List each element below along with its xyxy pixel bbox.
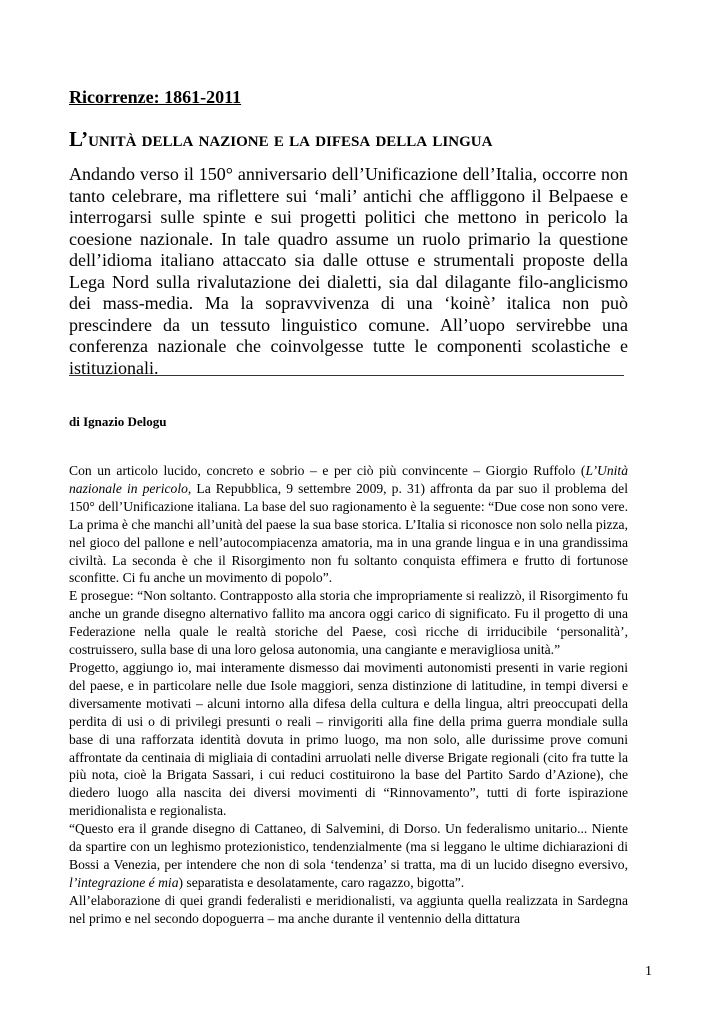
- p4-text-after: ) separatista e desolatamente, caro ragazzo, bigotta”.: [178, 874, 465, 890]
- page-number: 1: [645, 964, 652, 979]
- subtitle-rest: unità della nazione e la difesa della lingua: [88, 127, 493, 151]
- article-body: [69, 462, 628, 928]
- page-heading: Ricorrenze: 1861-2011: [69, 87, 242, 107]
- horizontal-divider: [69, 375, 624, 376]
- subtitle-lead: L’: [69, 127, 89, 151]
- body-paragraph-4: [69, 820, 628, 892]
- abstract-paragraph: Andando verso il 150° anniversario dell’Unificazione dell’Italia, occorre non tanto celebrare, ma riflettere sui ‘mali’ antichi che affliggono il Belpaese e interrogarsi sulle spinte e sui progetti politici che mettono in pericolo la coesione nazionale. In tale quadro assume un ruolo primario la questione dell’idioma italiano attaccato sia dalle ottuse e strumentali proposte della Lega Nord sulla rivalutazione dei dialetti, sia dal dilagante filo-anglicismo dei mass-media. Ma la sopravvivenza di una ‘koinè’ italica non può prescindere da un tessuto linguistico comune. All’uopo servirebbe una conferenza nazionale che coinvolgesse tutte le componenti scolastiche e istituzionali.: [69, 164, 628, 378]
- body-paragraph-5: All’elaborazione di quei grandi federalisti e meridionalisti, va aggiunta quella realizzata in Sardegna nel primo e nel secondo dopoguerra – ma anche durante il ventennio della dittatura: [69, 892, 628, 926]
- p4-italic-quote: l’integrazione é mia: [69, 874, 179, 890]
- p1-text-before: Con un articolo lucido, concreto e sobrio – e per ciò più convincente – Giorgio Ruffolo (: [69, 463, 586, 478]
- article-subtitle: [69, 127, 492, 152]
- p4-text-before: “Questo era il grande disegno di Cattaneo, di Salvemini, di Dorso. Un federalismo unitario... Niente da spartire con un leghismo protezionistico, tendenzialmente (ma si leggano le ultime dichiarazioni di Bossi a Venezia, per intendere che non di sola ‘tendenza’ si tratta, ma di un lucido disegno eversivo,: [69, 821, 628, 872]
- p1-article-title: L’Unità nazionale in pericolo: [69, 463, 628, 496]
- body-paragraph-1: [69, 462, 628, 587]
- body-paragraph-3: Progetto, aggiungo io, mai interamente dismesso dai movimenti autonomisti presenti in varie regioni del paese, e in particolare nelle due Isole maggiori, senza distinzione di latitudine, in tempi diversi e diversamente motivati – alcuni intorno alla difesa della cultura e della lingua, altri preoccupati della perdita di usi o di privilegi presunti o reali – rinvigoriti alla fine della prima guerra mondiale sulla base di una rafforzata identità dovuta in primo luogo, ma non solo, alle durissime prove comuni affrontate da centinaia di migliaia di contadini arruolati nelle diverse Brigate regionali (cito fra tutte la più nota, cioè la Brigata Sassari, i cui reduci costituirono la base del Partito Sardo d’Azione), che diedero luogo alla nascita dei diversi movimenti di “Rinnovamento”, tutti di forte ispirazione meridionalista e regionalista.: [69, 659, 628, 819]
- author-byline: di Ignazio Delogu: [69, 414, 167, 429]
- body-paragraph-2: E prosegue: “Non soltanto. Contrapposto alla storia che impropriamente si realizzò, il Risorgimento fu anche un grande disegno alternativo fallito ma ancora oggi carico di significato. Fu il progetto di una Federazione nella quale le realtà storiche del Paese, così ricche di irriducibile ‘personalità’, costruissero, sulla base di una loro gelosa autonomia, una cangiante e meravigliosa unità.”: [69, 588, 628, 658]
- p1-text-after: , La Repubblica, 9 settembre 2009, p. 31) affronta da par suo il problema del 150° dell’Unificazione italiana. La base del suo ragionamento è la seguente: “Due cose non sono vere. La prima è che manchi all’unità del paese la sua base storica. L’Italia si riconosce non solo nella pizza, nel gioco del pallone e nell’autocompiacenza amatoria, ma in una grande lingua e in una grandissima civiltà. La seconda è che il Risorgimento non fu soltanto conquista effimera e frutto di fortunose sconfitte. Ci fu anche un movimento di popolo”.: [69, 480, 628, 586]
